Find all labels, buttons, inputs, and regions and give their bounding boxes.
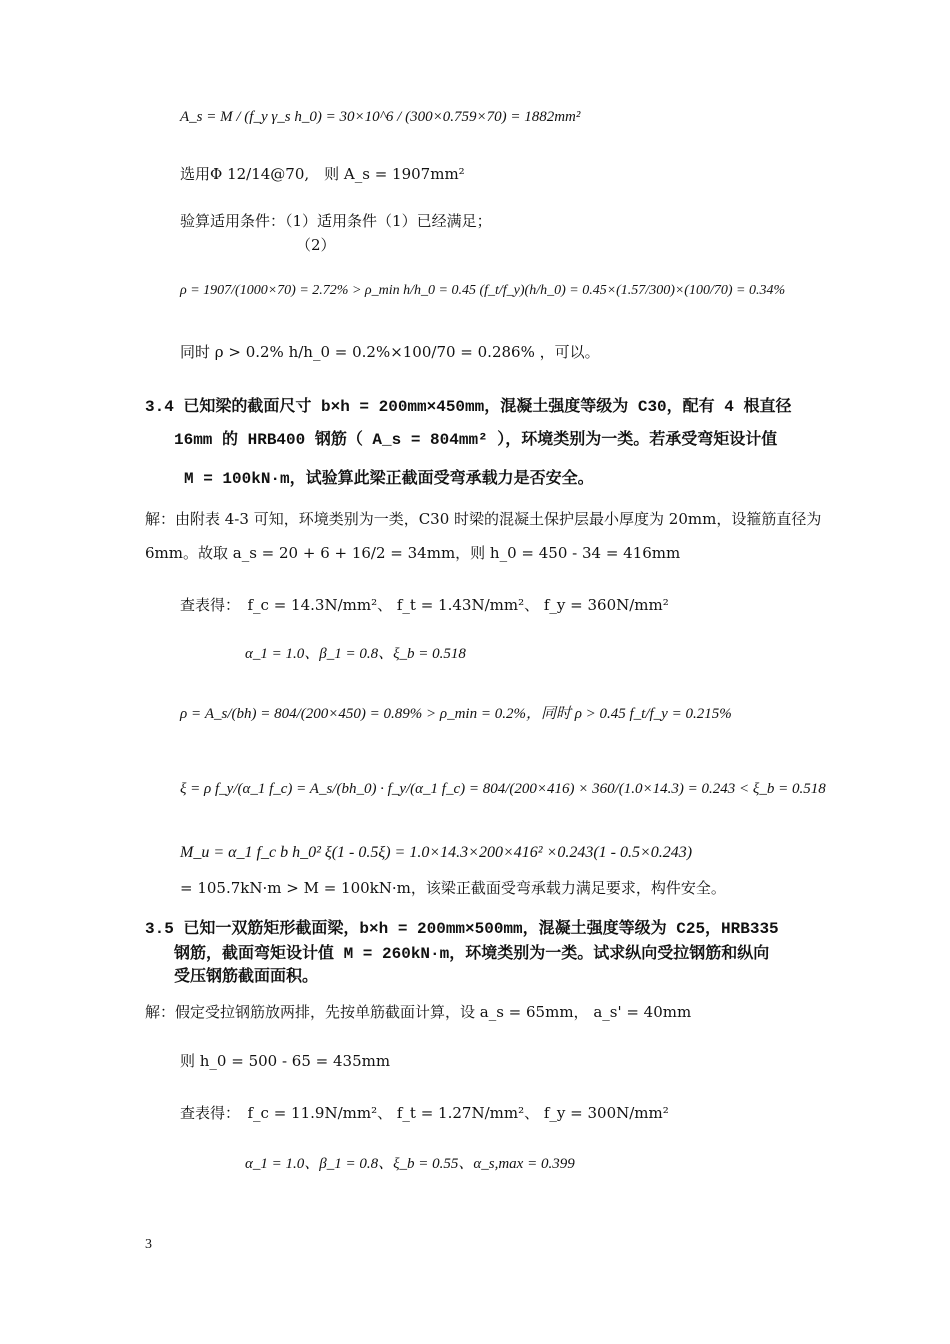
formula-rho-2: ρ = A_s/(bh) = 804/(200×450) = 0.89% > ρ_min = 0.2%，同时 ρ > 0.45 f_t/f_y = 0.215% <box>180 706 732 722</box>
solution-3-4-line-1: 解：由附表 4-3 可知，环境类别为一类，C30 时梁的混凝土保护层最小厚度为 20mm，设箍筋直径为 <box>145 510 822 528</box>
problem-3-4-line-1: 3.4 已知梁的截面尺寸 b×h = 200mm×450mm，混凝土强度等级为 C30，配有 4 根直径 <box>145 398 792 416</box>
table-values-1: 查表得： f_c = 14.3N/mm²、 f_t = 1.43N/mm²、 f_y = 360N/mm² <box>180 596 669 614</box>
check-conditions-line: 验算适用条件：（1）适用条件（1）已经满足； <box>180 212 492 230</box>
problem-3-5-line-1: 3.5 已知一双筋矩形截面梁，b×h = 200mm×500mm，混凝土强度等级为 C25，HRB335 <box>145 920 779 938</box>
solution-3-5-line-1: 解：假定受拉钢筋放两排，先按单筋截面计算，设 a_s = 65mm， a_s' = 40mm <box>145 1003 692 1021</box>
selection-line: 选用Φ 12/14@70, 则 A_s = 1907mm² <box>180 165 465 183</box>
problem-3-5-line-3: 受压钢筋截面面积。 <box>174 968 319 986</box>
page-number: 3 <box>145 1237 152 1252</box>
coefficients-2: α_1 = 1.0、β_1 = 0.8、ξ_b = 0.55、α_s,max = 0.399 <box>245 1156 575 1172</box>
formula-mu: M_u = α_1 f_c b h_0² ξ(1 - 0.5ξ) = 1.0×14.3×200×416² ×0.243(1 - 0.5×0.243) <box>180 844 693 861</box>
solution-3-4-line-2: 6mm。故取 a_s = 20 + 6 + 16/2 = 34mm，则 h_0 = 450 - 34 = 416mm <box>145 544 681 562</box>
problem-3-5-line-2: 钢筋，截面弯矩设计值 M = 260kN·m，环境类别为一类。试求纵向受拉钢筋和纵向 <box>174 945 770 963</box>
formula-rho-check: 同时 ρ > 0.2% h/h_0 = 0.2%×100/70 = 0.286% ，可以。 <box>180 343 600 361</box>
formula-xi: ξ = ρ f_y/(α_1 f_c) = A_s/(bh_0) · f_y/(α_1 f_c) = 804/(200×416) × 360/(1.0×14.3) = 0.243 < ξ_b = 0.518 <box>180 781 826 797</box>
formula-rho-1: ρ = 1907/(1000×70) = 2.72% > ρ_min h/h_0 = 0.45 (f_t/f_y)(h/h_0) = 0.45×(1.57/300)×(100/70) = 0.34% <box>180 283 786 298</box>
formula-as-1: A_s = M / (f_y γ_s h_0) = 30×10^6 / (300×0.759×70) = 1882mm² <box>180 109 581 125</box>
coefficients-1: α_1 = 1.0、β_1 = 0.8、ξ_b = 0.518 <box>245 646 466 662</box>
solution-3-5-line-2: 则 h_0 = 500 - 65 = 435mm <box>180 1052 391 1070</box>
condition-2-label: （2） <box>296 236 336 254</box>
table-values-2: 查表得： f_c = 11.9N/mm²、 f_t = 1.27N/mm²、 f_y = 300N/mm² <box>180 1104 669 1122</box>
result-line: = 105.7kN·m > M = 100kN·m，该梁正截面受弯承载力满足要求，构件安全。 <box>180 879 726 897</box>
problem-3-4-line-3: M = 100kN·m，试验算此梁正截面受弯承载力是否安全。 <box>184 470 594 488</box>
problem-3-4-line-2: 16mm 的 HRB400 钢筋（ A_s = 804mm² ），环境类别为一类。若承受弯矩设计值 <box>174 431 778 449</box>
